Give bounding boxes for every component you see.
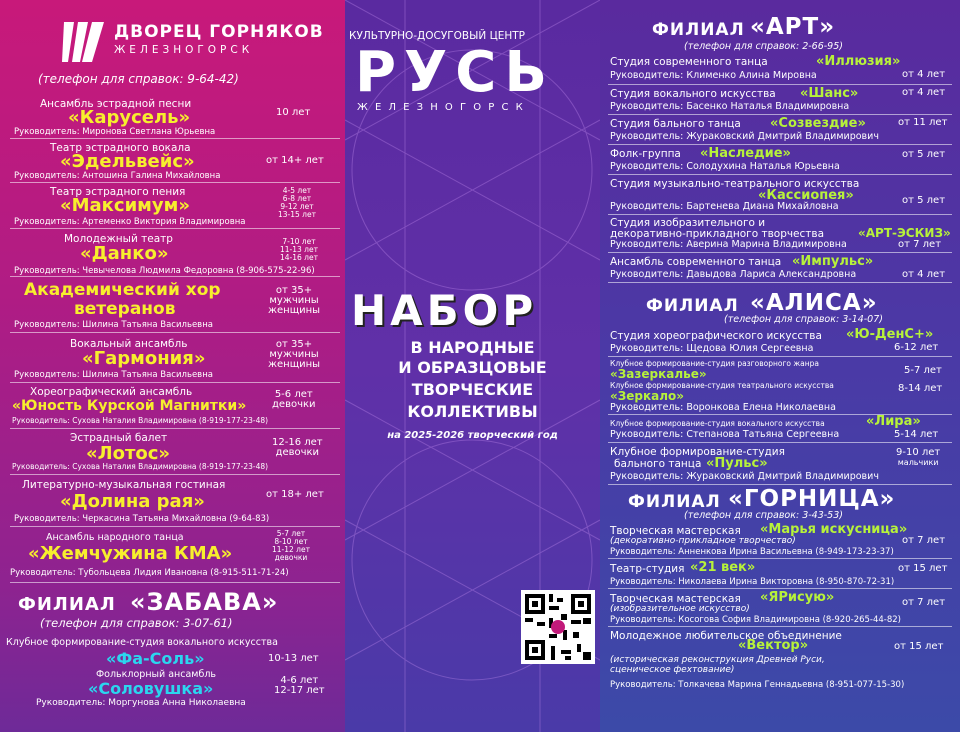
qr-code-icon[interactable] [521, 590, 595, 664]
item-type: Клубное формирование-студия театрального искусства [610, 381, 834, 390]
headline-season: на 2025-2026 творческий год [387, 430, 558, 441]
list-item [608, 416, 952, 443]
age-line: женщины [268, 305, 321, 316]
list-item [608, 628, 952, 690]
headline-line3: ТВОРЧЕСКИЕ [411, 380, 534, 399]
item-name: «Гармония» [82, 348, 206, 369]
age-line: от 35+ [275, 339, 313, 350]
item-type: Клубное формирование-студия [610, 446, 785, 458]
item-age [278, 187, 316, 219]
item-leader: Руководитель: Сухова Наталия Владимировна (8-919-177-23-48) [12, 462, 269, 471]
list-item [608, 522, 952, 559]
item-leader: Руководитель: Давыдова Лариса Александровна [610, 269, 857, 280]
item-type: Вокальный ансамбль [70, 338, 188, 350]
headline-title: НАБОР [351, 286, 538, 335]
item-age [272, 530, 310, 562]
item-name: «Иллюзия» [816, 54, 901, 69]
item-age: от 4 лет [902, 87, 946, 98]
item-age: 5-14 лет [894, 429, 939, 440]
item-name: «Юность Курской Магнитки» [12, 398, 247, 414]
item-leader: Руководитель: Жураковский Дмитрий Владимирович [610, 131, 879, 142]
item-age [268, 340, 320, 370]
item-type-line2: декоративно-прикладного творчества [610, 228, 825, 240]
list-item [608, 116, 952, 145]
item-age: 5-7 лет [904, 365, 942, 376]
item-age [268, 286, 320, 316]
item-leader: Руководитель: Басенко Наталья Владимировна [610, 101, 850, 112]
item-sub: (декоративно-прикладное творчество) [610, 536, 796, 546]
item-leader: Руководитель: Клименко Алина Мировна [610, 70, 817, 81]
item-age: от 18+ лет [266, 489, 324, 500]
item-leader: Руководитель: Артеменко Виктория Владимировна [14, 217, 246, 227]
item-age: от 14+ лет [266, 155, 324, 166]
item-leader: Руководитель: Сухова Наталия Владимировна (8-919-177-23-48) [12, 416, 269, 425]
age-line: мальчики [897, 458, 939, 467]
item-name: «Лира» [866, 414, 921, 429]
item-type: Хореографический ансамбль [30, 386, 193, 398]
list-item [608, 444, 952, 485]
item-name: «Фа-Соль» [106, 649, 205, 668]
age-line: мужчины [269, 349, 319, 360]
list-item [10, 476, 340, 527]
age-line: 11-13 лет [280, 245, 318, 254]
item-name: «Долина рая» [60, 491, 205, 512]
list-item [608, 216, 952, 253]
list-item [608, 358, 952, 380]
item-leader: Руководитель: Тубольцева Лидия Ивановна (8-915-511-71-24) [10, 568, 289, 578]
item-type: Ансамбль современного танца [610, 256, 782, 268]
item-leader: Руководитель: Щедова Юлия Сергеевна [610, 343, 814, 354]
logo-city: ЖЕЛЕЗНОГОРСК [114, 44, 254, 56]
age-line: 5-6 лет [274, 389, 313, 400]
item-name: «Импульс» [792, 254, 874, 269]
list-item [10, 140, 340, 183]
item-type: Творческая мастерская [610, 525, 741, 537]
item-type: Студия вокального искусства [610, 88, 776, 100]
item-age: от 7 лет [902, 535, 946, 546]
age-line: девочки [275, 447, 320, 458]
item-age: 6-12 лет [894, 342, 939, 353]
list-item [608, 254, 952, 283]
item-sub: (историческая реконструкция Древней Руси, [610, 655, 825, 665]
age-line: 4-5 лет [282, 186, 312, 195]
gornitsa-title: «ГОРНИЦА» [728, 486, 896, 512]
item-age [280, 238, 318, 262]
list-item [10, 336, 340, 383]
logo-title: ДВОРЕЦ ГОРНЯКОВ [114, 22, 324, 42]
item-leader: Руководитель: Черкасина Татьяна Михайловна (9-64-83) [14, 514, 270, 524]
item-type: Театр эстрадного вокала [50, 142, 191, 154]
item-type: Ансамбль эстрадной песни [40, 98, 192, 110]
item-name: «Карусель» [68, 107, 191, 128]
item-age: 10-13 лет [268, 653, 319, 664]
alisa-prefix: ФИЛИАЛ [646, 296, 739, 316]
item-age: от 5 лет [902, 149, 946, 160]
item-type-line2: бального танца [614, 458, 702, 470]
list-item [10, 230, 340, 277]
list-item [608, 560, 952, 589]
gornitsa-phone: (телефон для справок: 3-43-53) [684, 510, 843, 521]
list-item [608, 326, 952, 357]
list-item [10, 528, 340, 583]
item-type: Клубное формирование-студия вокального искусства [6, 637, 278, 648]
age-line: 5-7 лет [276, 529, 306, 538]
item-leader: Руководитель: Аверина Марина Владимировна [610, 239, 847, 250]
item-name: «Эдельвейс» [60, 151, 195, 172]
age-line: 6-8 лет [282, 194, 312, 203]
item-name: «Данко» [80, 243, 169, 264]
item-type: Театр эстрадного пения [50, 186, 186, 198]
headline-line2: И ОБРАЗЦОВЫЕ [398, 358, 547, 377]
item-leader: Руководитель: Антошина Галина Михайловна [14, 171, 221, 181]
main-phone: (телефон для справок: 9-64-42) [38, 72, 239, 86]
item-age [272, 390, 316, 410]
alisa-title: «АЛИСА» [750, 290, 878, 316]
item-type: Литературно-музыкальная гостиная [22, 479, 226, 491]
item-name: «Зеркало» [610, 389, 685, 403]
dvorets-logo-icon [60, 18, 112, 66]
item-type: Студия изобразительного и [610, 217, 766, 229]
list-item [608, 380, 952, 415]
item-leader: Руководитель: Косогова София Владимировна (8-920-265-44-82) [610, 615, 902, 625]
item-age: от 11 лет [898, 117, 948, 128]
list-item [608, 590, 952, 627]
alisa-phone: (телефон для справок: 3-14-07) [724, 314, 883, 325]
left-column [0, 0, 345, 732]
item-age [274, 676, 325, 696]
item-age: 8-14 лет [898, 383, 943, 394]
item-name: «Шанс» [800, 86, 859, 101]
item-age: от 5 лет [902, 195, 946, 206]
list-item [6, 636, 340, 666]
item-age: от 4 лет [902, 69, 946, 80]
item-name-line2: ветеранов [74, 299, 176, 319]
item-age: от 4 лет [902, 269, 946, 280]
item-type: Молодежный театр [64, 233, 173, 245]
item-name: «Зазеркалье» [610, 367, 707, 381]
item-leader: Руководитель: Николаева Ирина Викторовна (8-950-870-72-31) [610, 577, 895, 587]
age-line: женщины [268, 359, 321, 370]
item-leader: Руководитель: Солодухина Наталья Юрьевна [610, 161, 840, 172]
age-line: 8-10 лет [274, 537, 308, 546]
item-name: «Марья искусница» [760, 522, 908, 537]
item-name: Академический хор [24, 280, 221, 300]
list-item [6, 668, 340, 710]
art-phone: (телефон для справок: 2-66-95) [684, 41, 843, 52]
item-name: «Вектор» [738, 638, 809, 653]
item-age [272, 438, 323, 458]
age-line: 11-12 лет [272, 545, 310, 554]
center-top: КУЛЬТУРНО-ДОСУГОВЫЙ ЦЕНТР [349, 30, 525, 42]
list-item [608, 86, 952, 115]
list-item [10, 278, 340, 333]
age-line: 9-12 лет [280, 202, 314, 211]
zabava-title: «ЗАБАВА» [130, 588, 279, 616]
item-leader: Руководитель: Шилина Татьяна Васильевна [14, 320, 213, 330]
item-name: «АРТ-ЭСКИЗ» [858, 226, 951, 240]
age-line: 7-10 лет [282, 237, 316, 246]
item-type: Фолк-группа [610, 148, 681, 160]
item-leader: Руководитель: Миронова Светлана Юрьевна [14, 127, 216, 137]
item-name: «Лотос» [86, 443, 171, 464]
headline-line4: КОЛЛЕКТИВЫ [407, 402, 538, 421]
list-item [608, 54, 952, 85]
item-leader: Руководитель: Анненкова Ирина Васильевна (8-949-173-23-37) [610, 547, 894, 557]
item-type: Клубное формирование-студия вокального искусства [610, 419, 825, 428]
item-type: Молодежное любительское объединение [610, 630, 842, 642]
item-name: «Соловушка» [88, 679, 214, 698]
age-line: 9-10 лет [896, 447, 941, 458]
item-leader: Руководитель: Шилина Татьяна Васильевна [14, 370, 213, 380]
gornitsa-prefix: ФИЛИАЛ [628, 492, 721, 512]
age-line: 13-15 лет [278, 210, 316, 219]
item-type: Студия бального танца [610, 118, 741, 130]
list-item [10, 184, 340, 229]
center-name: РУСЬ [355, 40, 555, 105]
list-item [608, 176, 952, 215]
item-sub-line2: сценическое фехтование) [610, 665, 735, 675]
list-item [10, 96, 340, 139]
age-line: 12-17 лет [274, 685, 325, 696]
art-prefix: ФИЛИАЛ [652, 20, 745, 40]
age-line: девочки [272, 399, 316, 410]
item-name: «Ю-ДенС+» [846, 327, 934, 342]
item-age: от 15 лет [894, 641, 944, 652]
item-type: Эстрадный балет [70, 432, 168, 444]
item-name: «Кассиопея» [758, 188, 854, 203]
item-name: «Жемчужина КМА» [28, 543, 233, 564]
art-title: «АРТ» [750, 14, 836, 40]
item-name: «Максимум» [60, 195, 190, 216]
center-city: Ж Е Л Е З Н О Г О Р С К [357, 102, 525, 113]
age-line: 12-16 лет [272, 437, 323, 448]
item-age: от 7 лет [902, 597, 946, 608]
item-age: 10 лет [276, 107, 311, 118]
item-type: Фольклорный ансамбль [96, 669, 216, 680]
age-line: девочки [274, 553, 308, 562]
item-leader: Руководитель: Воронкова Елена Николаевна [610, 402, 836, 413]
age-line: мужчины [269, 295, 319, 306]
list-item [608, 146, 952, 175]
item-name: «ЯРисую» [760, 590, 835, 605]
item-leader: Руководитель: Бартенева Диана Михайловна [610, 201, 839, 212]
item-leader: Руководитель: Толкачева Марина Геннадьевна (8-951-077-15-30) [610, 680, 905, 690]
right-column [600, 0, 960, 732]
item-age: от 15 лет [898, 563, 948, 574]
item-sub: (изобразительное искусство) [610, 604, 750, 614]
age-line: 4-6 лет [280, 675, 319, 686]
item-age: от 7 лет [898, 239, 942, 250]
item-age [896, 448, 940, 468]
item-type: Ансамбль народного танца [46, 532, 184, 543]
item-name: «Наследие» [700, 146, 791, 161]
item-type: Студия современного танца [610, 56, 768, 68]
item-leader: Руководитель: Степанова Татьяна Сергеевна [610, 429, 840, 440]
age-line: 14-16 лет [280, 253, 318, 262]
age-line: от 35+ [275, 285, 313, 296]
item-type: Творческая мастерская [610, 593, 741, 605]
headline-line1: В НАРОДНЫЕ [410, 338, 535, 357]
item-type: Клубное формирование-студия разговорного жанра [610, 359, 819, 368]
item-type: Театр-студия [610, 563, 685, 575]
item-name: «Пульс» [706, 456, 768, 471]
item-type: Студия хореографического искусства [610, 330, 822, 342]
zabava-prefix: ФИЛИАЛ [18, 594, 116, 615]
list-item [10, 430, 340, 475]
item-type: Студия музыкально-театрального искусства [610, 178, 860, 190]
list-item [10, 384, 340, 429]
item-leader: Руководитель: Жураковский Дмитрий Владимирович [610, 471, 879, 482]
item-leader: Руководитель: Моргунова Анна Николаевна [36, 698, 246, 708]
item-name: «21 век» [690, 560, 756, 575]
item-name: «Созвездие» [770, 116, 866, 131]
zabava-phone: (телефон для справок: 3-07-61) [40, 616, 233, 630]
item-leader: Руководитель: Чевычелова Людмила Федоровна (8-906-575-22-96) [14, 266, 315, 276]
